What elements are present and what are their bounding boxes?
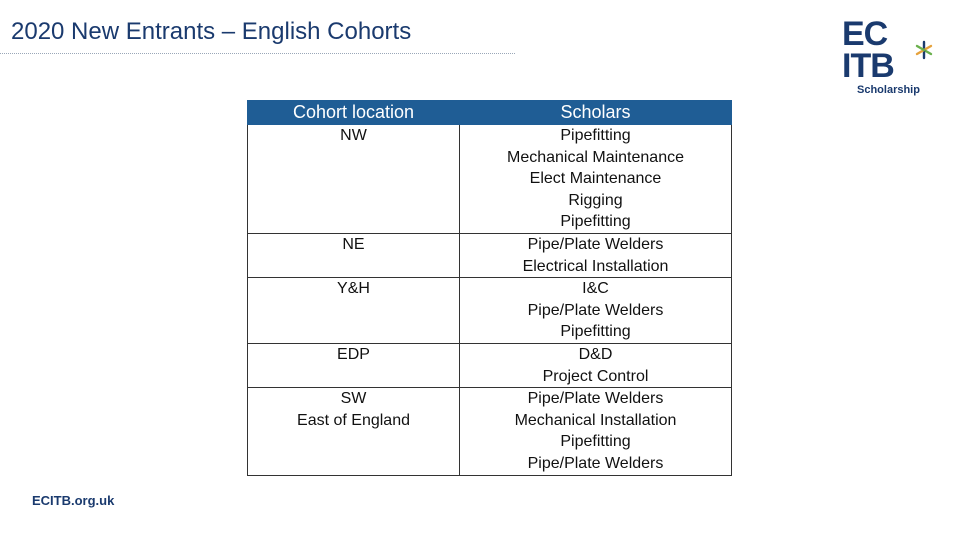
logo-subtitle: Scholarship	[857, 84, 920, 96]
scholars-cell	[460, 233, 732, 277]
cohort-location: East of England	[297, 411, 410, 429]
scholar-discipline: Elect Maintenance	[529, 170, 662, 188]
header-cohort-location: Cohort location	[248, 101, 460, 125]
scholar-discipline: Pipe/Plate Welders	[527, 454, 664, 472]
scholar-discipline: Pipe/Plate Welders	[527, 390, 664, 408]
cohort-location: SW	[340, 390, 367, 408]
scholar-discipline: D&D	[578, 345, 613, 363]
scholar-discipline: Pipefitting	[560, 213, 631, 231]
scholar-discipline: Mechanical Maintenance	[507, 148, 684, 166]
page-title: 2020 New Entrants – English Cohorts	[11, 18, 412, 45]
table-row	[248, 278, 732, 344]
scholars-cell	[460, 343, 732, 387]
table-row	[248, 125, 732, 234]
cohort-location-cell	[248, 388, 460, 475]
table-row	[248, 343, 732, 387]
scholars-cell	[460, 125, 732, 234]
scholar-discipline: Pipefitting	[560, 127, 631, 144]
cohort-location-cell	[248, 278, 460, 344]
scholar-discipline: Mechanical Installation	[514, 411, 677, 429]
logo-line-1: EC	[842, 15, 888, 53]
scholars-cell	[460, 278, 732, 344]
table-row	[248, 233, 732, 277]
scholar-discipline: Project Control	[542, 367, 649, 385]
footer-website: ECITB.org.uk	[32, 493, 115, 508]
cohort-location: NE	[342, 235, 365, 253]
header-scholars: Scholars	[460, 101, 732, 125]
cohort-location: Y&H	[337, 280, 370, 298]
scholar-discipline: Pipefitting	[560, 323, 631, 341]
cohort-location-cell	[248, 233, 460, 277]
table-header-row	[248, 101, 732, 125]
logo-star-icon	[914, 40, 934, 60]
scholar-discipline: Pipefitting	[560, 433, 631, 451]
cohort-location-cell	[248, 343, 460, 387]
scholar-discipline: Pipe/Plate Welders	[527, 301, 664, 319]
cohort-location: EDP	[337, 345, 370, 363]
title-divider	[0, 53, 515, 54]
scholar-discipline: Pipe/Plate Welders	[527, 235, 664, 253]
scholar-discipline: Electrical Installation	[522, 257, 669, 275]
table-row	[248, 388, 732, 475]
scholar-discipline: I&C	[582, 280, 609, 298]
cohorts-table	[247, 100, 732, 476]
cohort-location: NW	[340, 127, 367, 144]
scholar-discipline: Rigging	[568, 191, 623, 209]
ecitb-scholarship-logo	[838, 14, 938, 100]
cohort-location-cell	[248, 125, 460, 234]
scholars-cell	[460, 388, 732, 475]
logo-line-2: ITB	[842, 47, 894, 85]
